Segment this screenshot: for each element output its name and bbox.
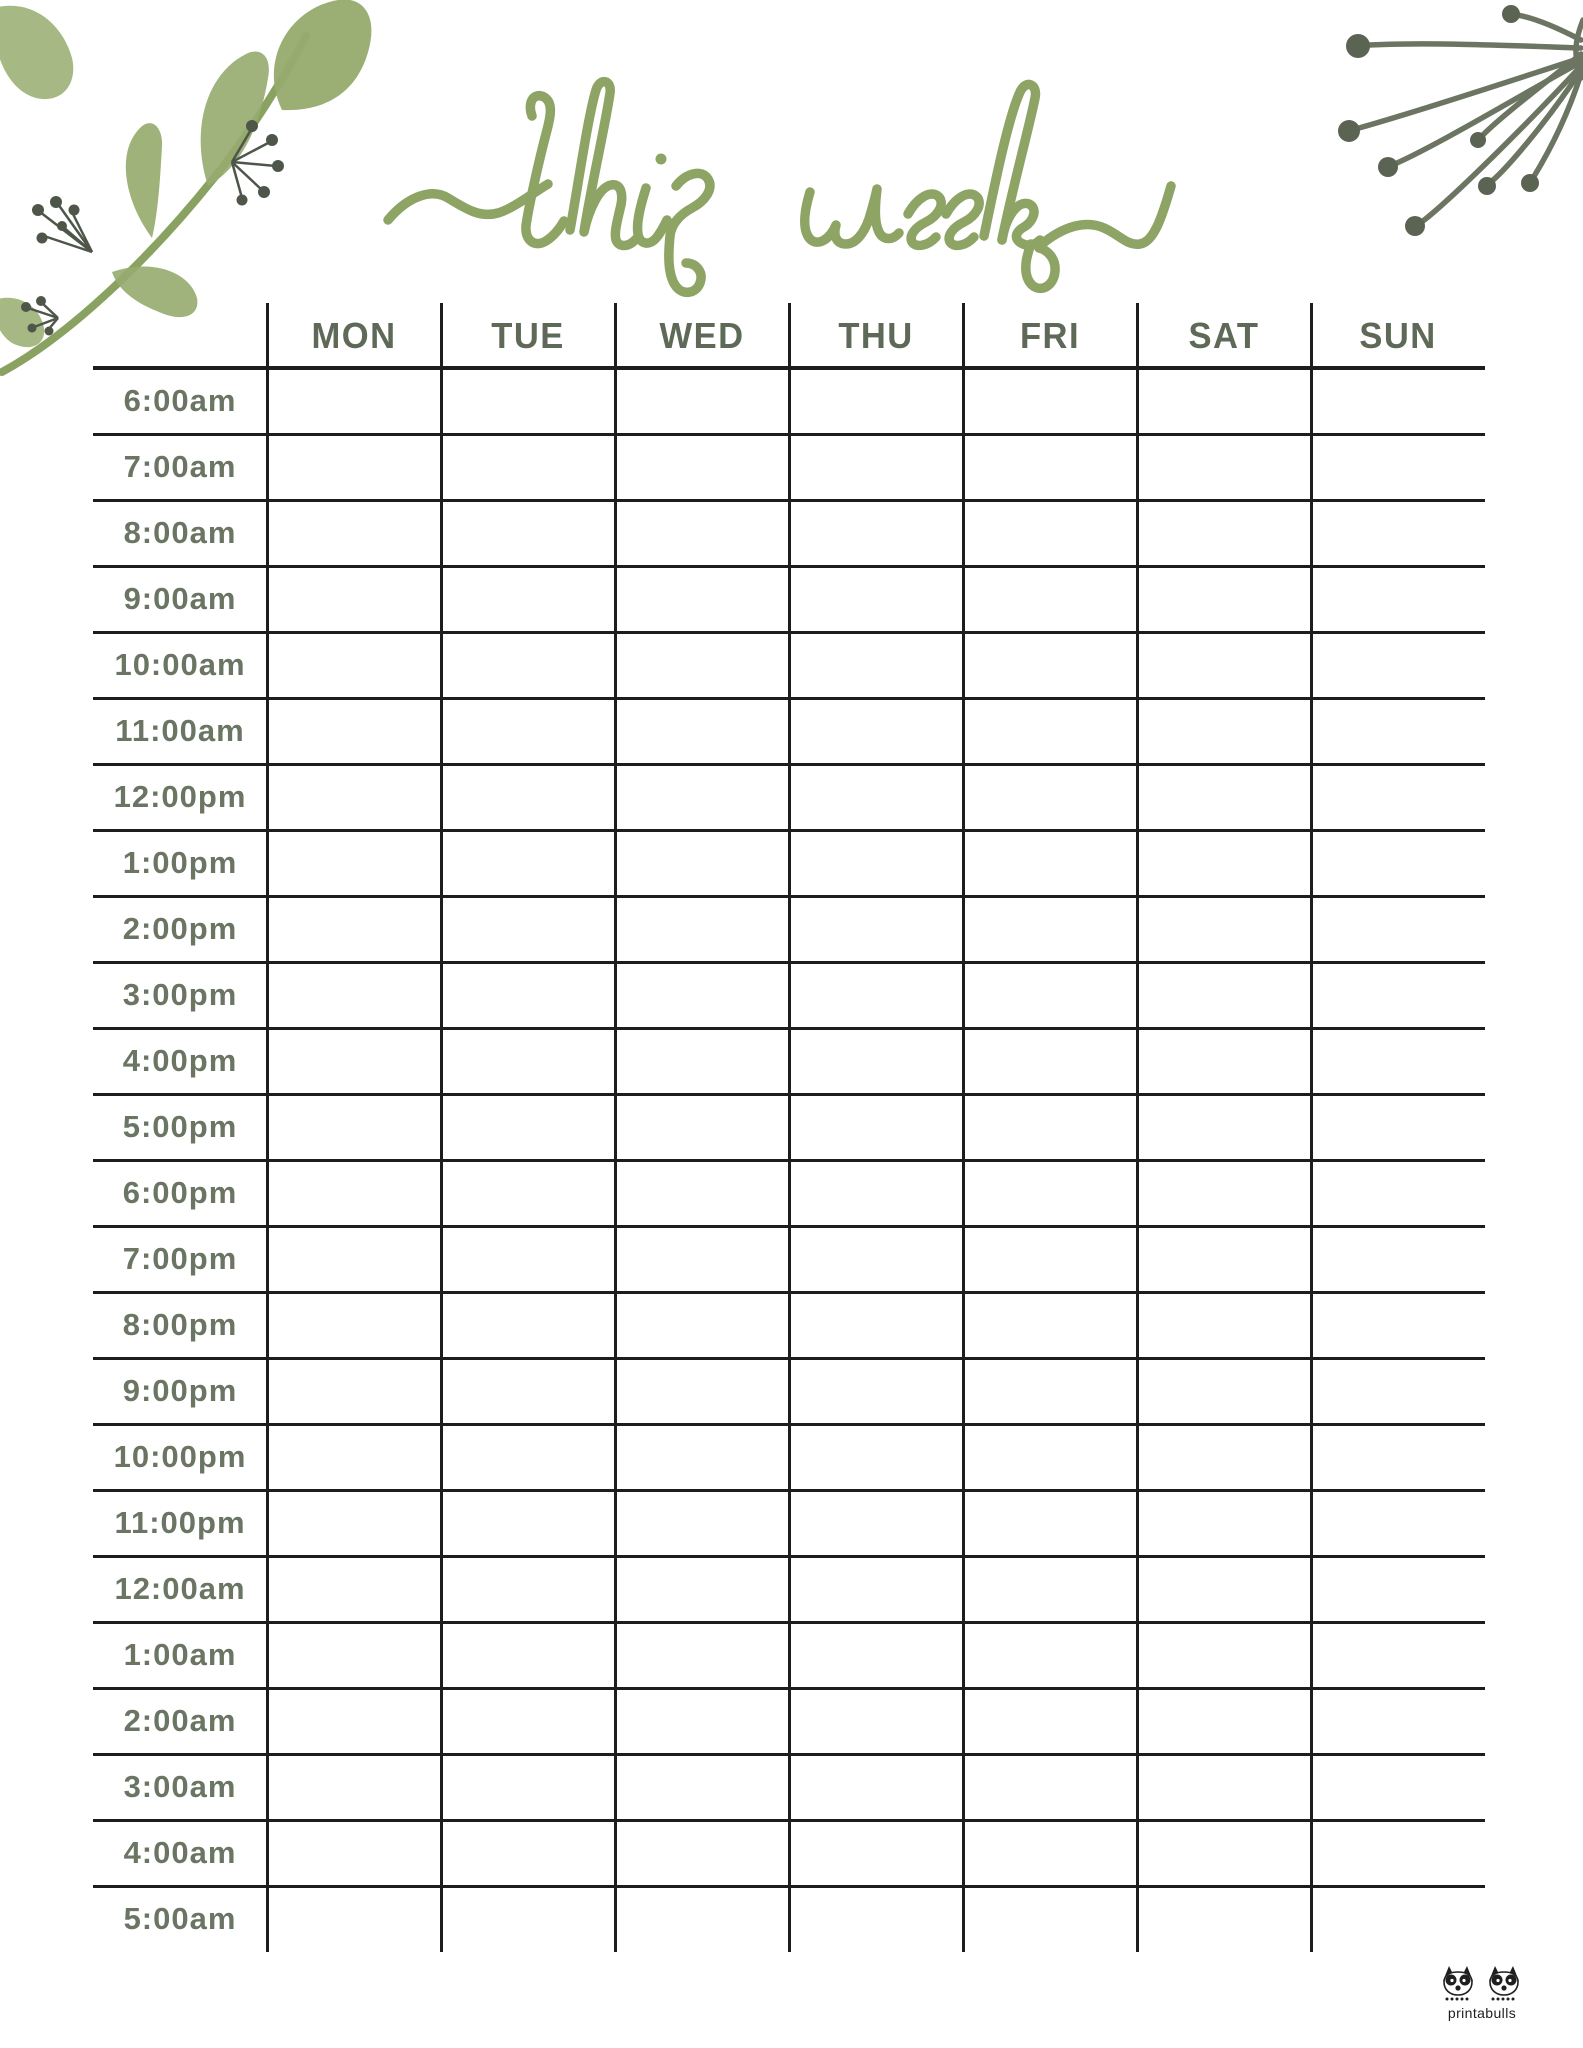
schedule-cell (963, 566, 1137, 632)
grid-hline (93, 1225, 1485, 1228)
schedule-cell (789, 698, 963, 764)
schedule-cell (267, 1028, 441, 1094)
schedule-cell (1311, 1292, 1485, 1358)
time-label: 8:00pm (122, 1307, 238, 1342)
schedule-cell (441, 500, 615, 566)
schedule-cell (267, 566, 441, 632)
logo-text: printabulls (1447, 2005, 1517, 2021)
schedule-cell (441, 368, 615, 434)
schedule-cell (1311, 1820, 1485, 1886)
schedule-cell (267, 1094, 441, 1160)
schedule-cell (789, 1424, 963, 1490)
title-script-art (380, 58, 1180, 300)
schedule-cell (789, 566, 963, 632)
schedule-cell (963, 764, 1137, 830)
schedule-cell (789, 632, 963, 698)
schedule-cell (267, 1160, 441, 1226)
schedule-cell (1137, 1226, 1311, 1292)
schedule-cell (789, 896, 963, 962)
grid-hline (93, 499, 1485, 502)
schedule-cell (615, 566, 789, 632)
grid-vline (788, 303, 791, 1952)
schedule-cell (1311, 1886, 1485, 1952)
schedule-cell (441, 1424, 615, 1490)
schedule-cell (441, 698, 615, 764)
schedule-cell (615, 896, 789, 962)
schedule-cell (1137, 1556, 1311, 1622)
schedule-cell (267, 1688, 441, 1754)
schedule-cell (1137, 1094, 1311, 1160)
schedule-cell (789, 1292, 963, 1358)
grid-hline (93, 961, 1485, 964)
schedule-cell (1311, 830, 1485, 896)
schedule-cell (963, 962, 1137, 1028)
schedule-cell (1311, 1358, 1485, 1424)
schedule-cell (789, 962, 963, 1028)
schedule-cell (441, 1292, 615, 1358)
schedule-cell (441, 1490, 615, 1556)
schedule-cell (441, 1754, 615, 1820)
schedule-cell (441, 764, 615, 830)
schedule-cell (789, 1094, 963, 1160)
schedule-cell (1311, 1424, 1485, 1490)
schedule-cell (267, 1226, 441, 1292)
schedule-cell (267, 1886, 441, 1952)
schedule-cell (1311, 1028, 1485, 1094)
schedule-cell (1311, 368, 1485, 434)
schedule-cell (1137, 632, 1311, 698)
time-label: 4:00pm (122, 1043, 238, 1078)
schedule-cell (963, 500, 1137, 566)
printabulls-logo (1436, 1964, 1528, 2021)
schedule-cell (441, 1094, 615, 1160)
grid-vline (1310, 303, 1313, 1952)
schedule-cell (963, 1754, 1137, 1820)
schedule-cell (1137, 830, 1311, 896)
schedule-cell (789, 1490, 963, 1556)
grid-hline (93, 1093, 1485, 1096)
grid-hline (93, 1555, 1485, 1558)
bulldog-face-right (1489, 1966, 1519, 2001)
schedule-cell (615, 632, 789, 698)
schedule-cell (1311, 1160, 1485, 1226)
schedule-cell (1137, 1688, 1311, 1754)
schedule-cell (1137, 1622, 1311, 1688)
time-label: 11:00pm (114, 1505, 246, 1540)
schedule-cell (615, 1094, 789, 1160)
time-label: 10:00am (114, 647, 246, 682)
schedule-cell (963, 1226, 1137, 1292)
schedule-cell (267, 1556, 441, 1622)
schedule-cell (963, 1028, 1137, 1094)
schedule-cell (1311, 1622, 1485, 1688)
time-label: 1:00am (123, 1637, 237, 1672)
schedule-cell (963, 1094, 1137, 1160)
schedule-cell (789, 1160, 963, 1226)
time-label: 5:00pm (122, 1109, 238, 1144)
schedule-cell (963, 830, 1137, 896)
schedule-cell (963, 1556, 1137, 1622)
time-label: 6:00pm (122, 1175, 238, 1210)
schedule-cell (441, 434, 615, 500)
berry-branch-decoration-icon (1263, 0, 1583, 300)
schedule-cell (1137, 1160, 1311, 1226)
grid-hline (93, 631, 1485, 634)
time-label: 3:00am (123, 1769, 237, 1804)
schedule-cell (267, 764, 441, 830)
schedule-cell (615, 764, 789, 830)
schedule-cell (1311, 764, 1485, 830)
schedule-cell (789, 368, 963, 434)
grid-hline (93, 697, 1485, 700)
schedule-cell (615, 1292, 789, 1358)
schedule-cell (789, 1226, 963, 1292)
schedule-cell (267, 1292, 441, 1358)
schedule-cell (1137, 368, 1311, 434)
time-label: 9:00am (123, 581, 237, 616)
schedule-cell (615, 1622, 789, 1688)
time-label: 11:00am (115, 713, 245, 748)
schedule-cell (789, 1886, 963, 1952)
time-label: 6:00am (123, 383, 237, 418)
schedule-cell (267, 1424, 441, 1490)
schedule-cell (441, 632, 615, 698)
schedule-cell (963, 896, 1137, 962)
schedule-cell (441, 962, 615, 1028)
schedule-cell (441, 830, 615, 896)
grid-hline (93, 433, 1485, 436)
grid-vline (440, 303, 443, 1952)
time-column-spacer (93, 303, 267, 368)
schedule-cell (1137, 962, 1311, 1028)
schedule-cell (615, 1754, 789, 1820)
schedule-cell (1137, 1820, 1311, 1886)
schedule-cell (963, 1160, 1137, 1226)
time-label: 2:00am (123, 1703, 237, 1738)
schedule-cell (1311, 500, 1485, 566)
grid-hline (93, 1423, 1485, 1426)
schedule-cell (789, 830, 963, 896)
time-label: 4:00am (123, 1835, 237, 1870)
schedule-cell (615, 500, 789, 566)
schedule-cell (1311, 698, 1485, 764)
schedule-cell (1137, 1424, 1311, 1490)
day-header-thu: THU (838, 314, 914, 356)
schedule-cell (1311, 1688, 1485, 1754)
grid-hline (93, 895, 1485, 898)
grid-hline (93, 1621, 1485, 1624)
schedule-cell (267, 830, 441, 896)
schedule-cell (615, 1820, 789, 1886)
grid-hline (93, 1819, 1485, 1822)
day-header-sun: SUN (1359, 314, 1437, 356)
schedule-cell (963, 368, 1137, 434)
grid-hline (93, 1159, 1485, 1162)
schedule-cell (963, 1820, 1137, 1886)
time-label: 2:00pm (122, 911, 238, 946)
schedule-cell (615, 368, 789, 434)
schedule-cell (1137, 1028, 1311, 1094)
grid-hline (93, 829, 1485, 832)
schedule-cell (963, 1688, 1137, 1754)
schedule-cell (963, 632, 1137, 698)
schedule-cell (963, 1424, 1137, 1490)
schedule-cell (1137, 896, 1311, 962)
schedule-cell (1311, 632, 1485, 698)
schedule-cell (1137, 566, 1311, 632)
time-label: 10:00pm (113, 1439, 247, 1474)
schedule-cell (615, 1028, 789, 1094)
schedule-cell (441, 1556, 615, 1622)
grid-vline (614, 303, 617, 1952)
schedule-cell (615, 698, 789, 764)
schedule-cell (789, 500, 963, 566)
day-header-wed: WED (659, 314, 745, 356)
schedule-cell (963, 1292, 1137, 1358)
schedule-cell (615, 1688, 789, 1754)
schedule-cell (615, 830, 789, 896)
time-label: 5:00am (123, 1901, 237, 1936)
schedule-cell (963, 698, 1137, 764)
schedule-cell (615, 1424, 789, 1490)
schedule-cell (789, 764, 963, 830)
schedule-cell (267, 434, 441, 500)
grid-hline (93, 1489, 1485, 1492)
schedule-cell (1311, 962, 1485, 1028)
time-label: 7:00pm (122, 1241, 238, 1276)
schedule-cell (789, 434, 963, 500)
day-header-tue: TUE (491, 314, 565, 356)
grid-vline (962, 303, 965, 1952)
schedule-cell (1137, 1292, 1311, 1358)
schedule-cell (1137, 500, 1311, 566)
schedule-cell (615, 962, 789, 1028)
time-label: 12:00pm (113, 779, 247, 814)
schedule-cell (267, 1358, 441, 1424)
grid-hline (93, 1885, 1485, 1888)
schedule-cell (1311, 1226, 1485, 1292)
schedule-cell (615, 1490, 789, 1556)
day-header-fri: FRI (1020, 314, 1080, 356)
schedule-cell (1137, 1754, 1311, 1820)
schedule-cell (1311, 1556, 1485, 1622)
time-label: 3:00pm (122, 977, 238, 1012)
time-label: 7:00am (123, 449, 237, 484)
grid-hline (93, 763, 1485, 766)
time-label: 8:00am (123, 515, 237, 550)
day-header-sat: SAT (1188, 314, 1260, 356)
day-header-mon: MON (311, 314, 397, 356)
schedule-cell (789, 1556, 963, 1622)
grid-hline (93, 1357, 1485, 1360)
schedule-cell (963, 1358, 1137, 1424)
schedule-cell (267, 1820, 441, 1886)
schedule-cell (267, 1754, 441, 1820)
schedule-cell (1137, 434, 1311, 500)
time-label: 1:00pm (122, 845, 238, 880)
schedule-cell (267, 368, 441, 434)
schedule-cell (615, 1358, 789, 1424)
schedule-cell (789, 1622, 963, 1688)
schedule-cell (615, 1226, 789, 1292)
time-label: 9:00pm (122, 1373, 238, 1408)
schedule-cell (789, 1358, 963, 1424)
schedule-cell (441, 1358, 615, 1424)
schedule-cell (441, 1886, 615, 1952)
schedule-cell (789, 1688, 963, 1754)
schedule-cell (441, 566, 615, 632)
grid-vline (1136, 303, 1139, 1952)
i-dot (656, 154, 667, 165)
schedule-cell (267, 1622, 441, 1688)
schedule-cell (267, 632, 441, 698)
schedule-cell (267, 1490, 441, 1556)
grid-vline (266, 303, 269, 1952)
schedule-cell (1311, 1094, 1485, 1160)
schedule-cell (789, 1754, 963, 1820)
weekly-schedule-table (93, 303, 1485, 1952)
bulldogs-icon (1440, 1964, 1524, 2004)
header-underline (93, 366, 1485, 370)
bulldog-face-left (1443, 1966, 1473, 2001)
grid-hline (93, 1753, 1485, 1756)
schedule-cell (963, 1490, 1137, 1556)
schedule-cell (1137, 1490, 1311, 1556)
schedule-cell (615, 434, 789, 500)
schedule-cell (267, 698, 441, 764)
grid-hline (93, 1291, 1485, 1294)
grid-hline (93, 1027, 1485, 1030)
schedule-cell (441, 896, 615, 962)
grid-hline (93, 565, 1485, 568)
schedule-cell (267, 500, 441, 566)
schedule-cell (441, 1688, 615, 1754)
schedule-cell (1311, 434, 1485, 500)
schedule-cell (267, 896, 441, 962)
schedule-cell (441, 1226, 615, 1292)
schedule-cell (1311, 1490, 1485, 1556)
schedule-cell (1137, 1886, 1311, 1952)
schedule-cell (963, 434, 1137, 500)
schedule-cell (1137, 698, 1311, 764)
schedule-cell (1137, 764, 1311, 830)
schedule-cell (615, 1556, 789, 1622)
schedule-cell (1311, 566, 1485, 632)
schedule-cell (1311, 1754, 1485, 1820)
time-label: 12:00am (114, 1571, 246, 1606)
schedule-cell (441, 1622, 615, 1688)
schedule-cell (789, 1820, 963, 1886)
schedule-cell (615, 1886, 789, 1952)
schedule-cell (789, 1028, 963, 1094)
grid-hline (93, 1687, 1485, 1690)
schedule-cell (441, 1028, 615, 1094)
schedule-cell (1137, 1358, 1311, 1424)
schedule-cell (441, 1160, 615, 1226)
schedule-cell (963, 1886, 1137, 1952)
schedule-cell (963, 1622, 1137, 1688)
schedule-cell (267, 962, 441, 1028)
schedule-cell (1311, 896, 1485, 962)
schedule-cell (615, 1160, 789, 1226)
schedule-cell (441, 1820, 615, 1886)
